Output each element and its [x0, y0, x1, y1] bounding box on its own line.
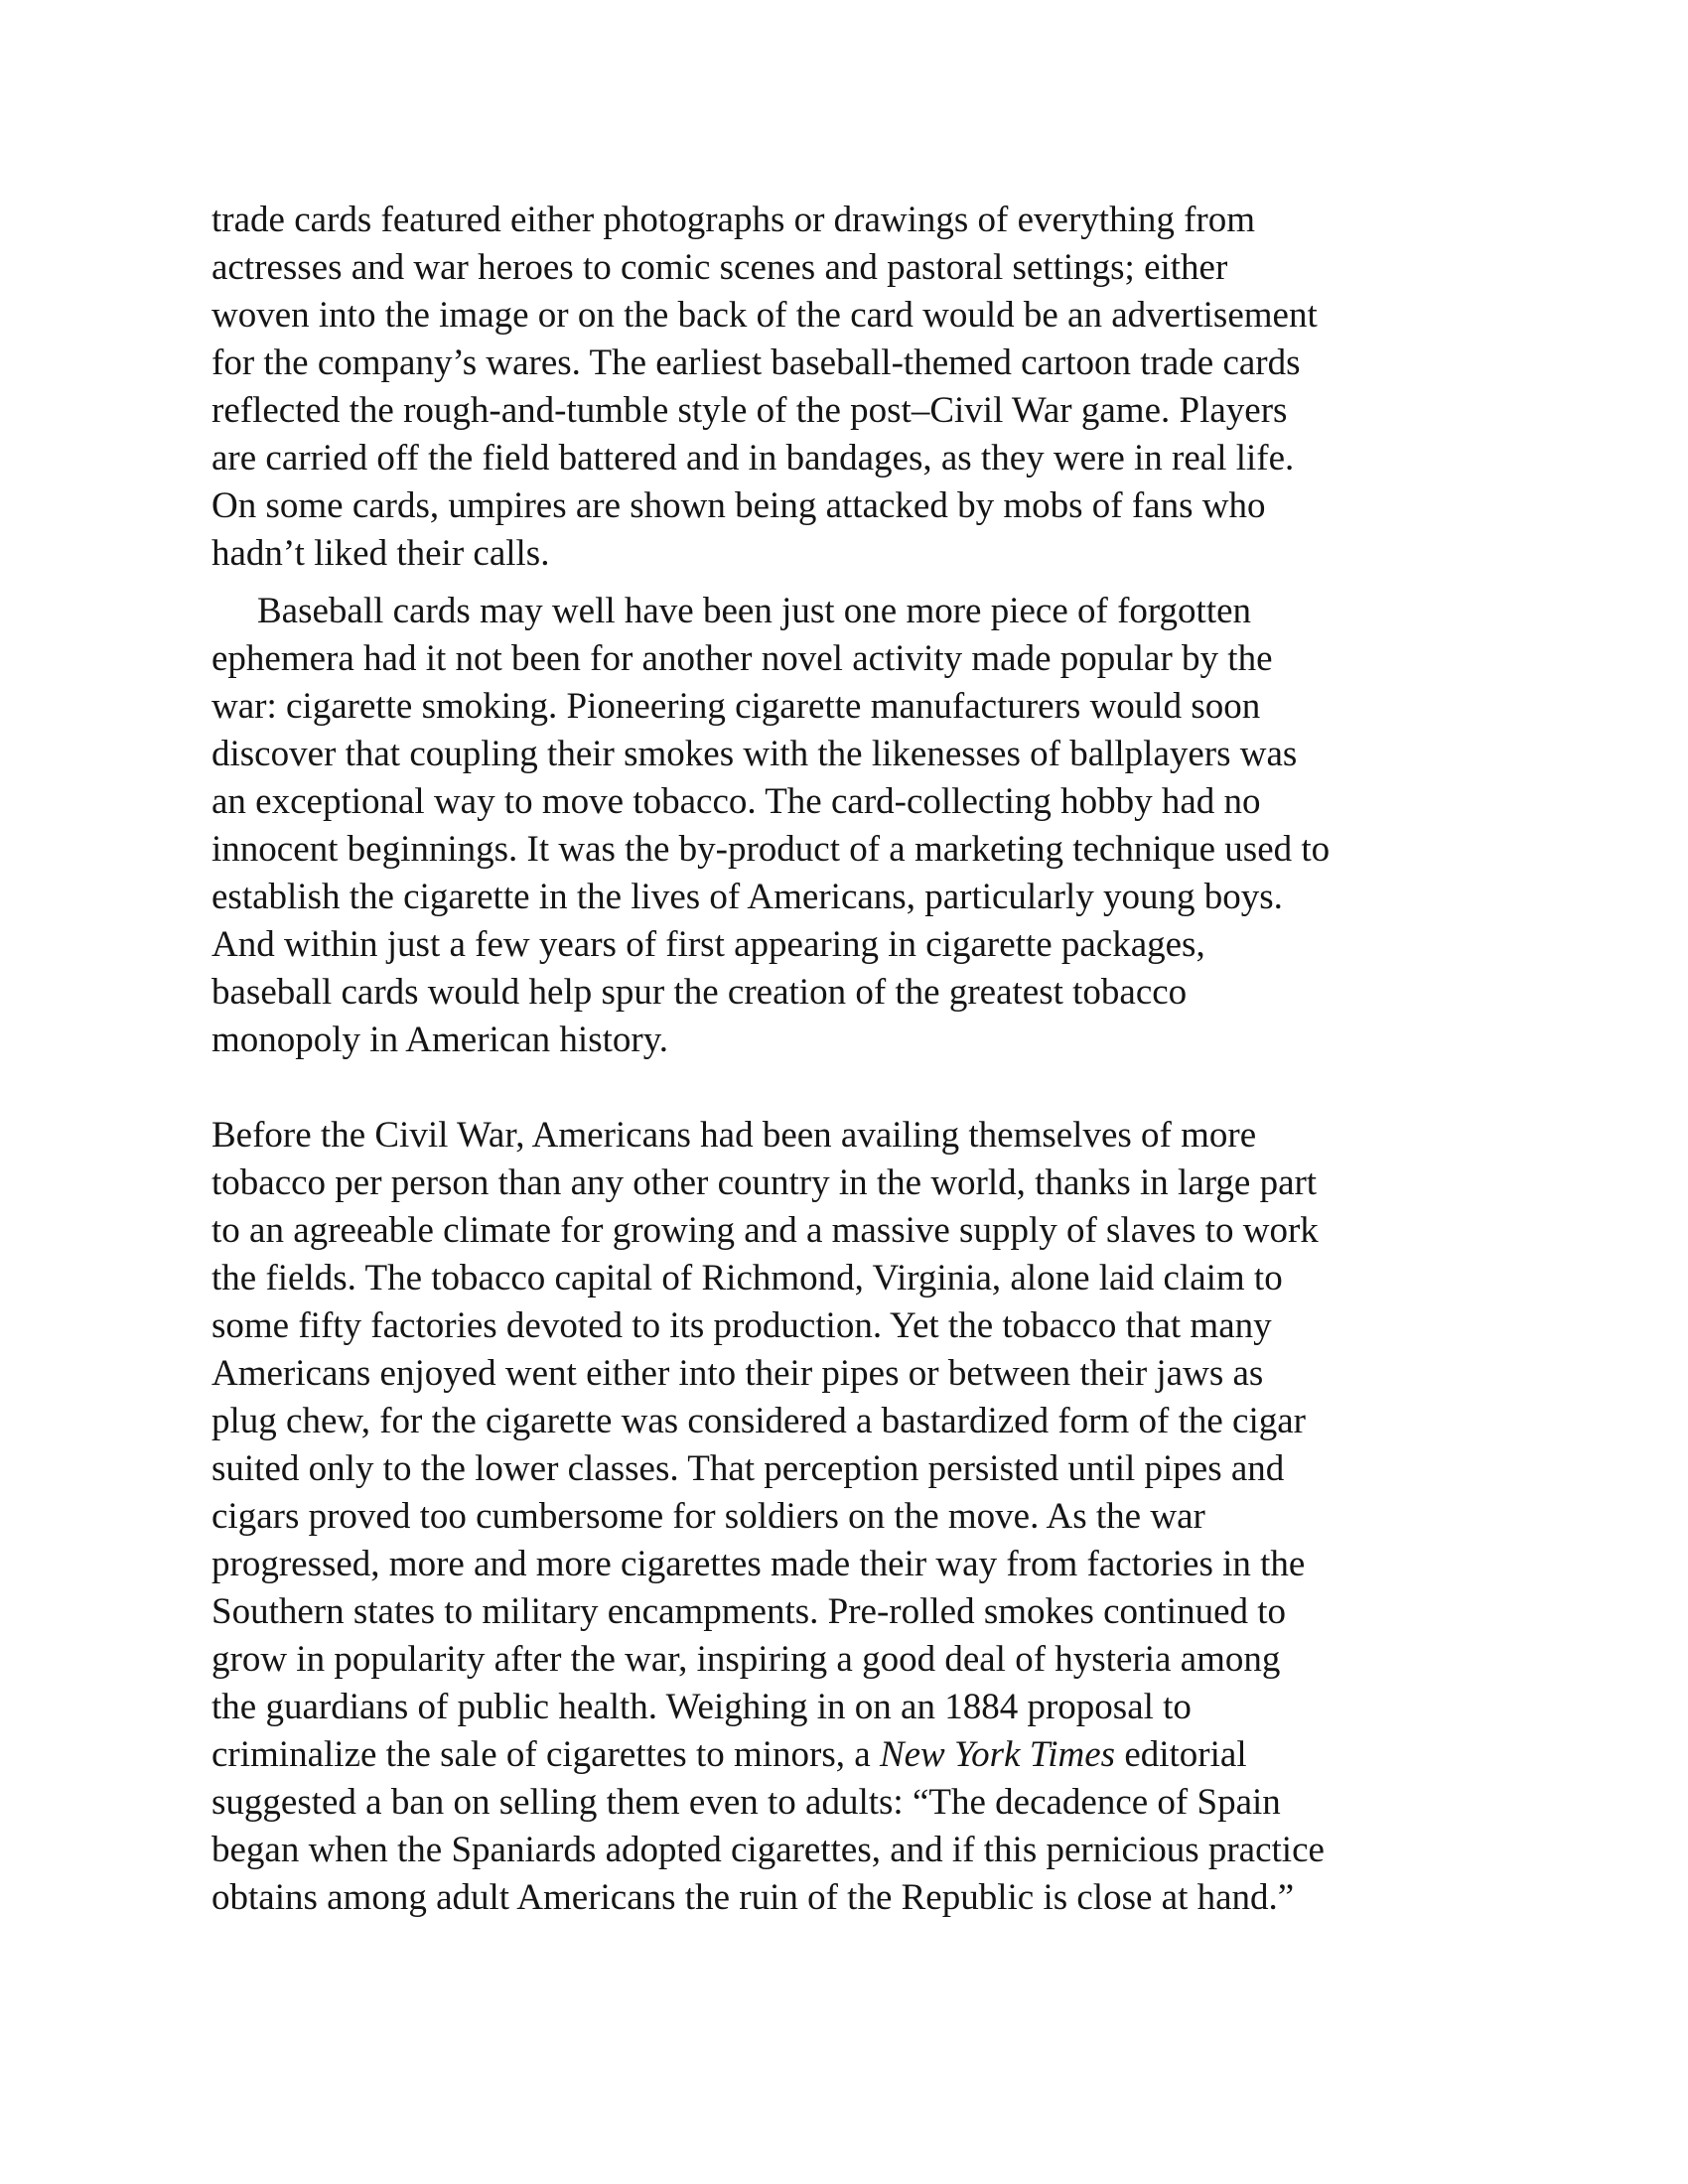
text-line: woven into the image or on the back of the card would be an advertisement: [211, 295, 1318, 336]
text-line: ephemera had it not been for another novel activity made popular by the: [211, 638, 1273, 679]
text-line: monopoly in American history.: [211, 1020, 669, 1060]
body-text: [211, 197, 1502, 1922]
text-line: began when the Spaniards adopted cigarettes, and if this pernicious practice: [211, 1830, 1325, 1870]
text-line: reflected the rough-and-tumble style of the post–Civil War game. Players: [211, 390, 1288, 431]
text-line: Americans enjoyed went either into their pipes or between their jaws as: [211, 1353, 1264, 1394]
text-line: Southern states to military encampments. Pre-rolled smokes continued to: [211, 1591, 1287, 1632]
text-line: obtains among adult Americans the ruin of the Republic is close at hand.”: [211, 1877, 1295, 1918]
text-line: suited only to the lower classes. That perception persisted until pipes and: [211, 1448, 1285, 1489]
text-line: plug chew, for the cigarette was considered a bastardized form of the cigar: [211, 1401, 1306, 1441]
text-line: cigars proved too cumbersome for soldiers on the move. As the war: [211, 1496, 1205, 1537]
text-line: some fifty factories devoted to its production. Yet the tobacco that many: [211, 1305, 1272, 1346]
paragraph-2: [211, 588, 1502, 1064]
italic-publication-title: New York Times: [879, 1734, 1116, 1775]
paragraph-1: [211, 197, 1502, 578]
text-line: On some cards, umpires are shown being attacked by mobs of fans who: [211, 485, 1266, 526]
text-line: And within just a few years of first appearing in cigarette packages,: [211, 924, 1205, 965]
text-line: to an agreeable climate for growing and a massive supply of slaves to work: [211, 1210, 1319, 1251]
text-line: baseball cards would help spur the creation of the greatest tobacco: [211, 972, 1188, 1013]
text-line: are carried off the field battered and in bandages, as they were in real life.: [211, 438, 1295, 478]
text-line: suggested a ban on selling them even to adults: “The decadence of Spain: [211, 1782, 1281, 1823]
text-line: an exceptional way to move tobacco. The card-collecting hobby had no: [211, 781, 1261, 822]
text-line: Before the Civil War, Americans had been availing themselves of more: [211, 1115, 1257, 1156]
text-line: the fields. The tobacco capital of Richmond, Virginia, alone laid claim to: [211, 1258, 1283, 1298]
text-line: trade cards featured either photographs or drawings of everything from: [211, 200, 1256, 240]
text-line-with-italic-title: [211, 1731, 1502, 1779]
text-line: actresses and war heroes to comic scenes and pastoral settings; either: [211, 247, 1228, 288]
paragraph-3: [211, 1112, 1502, 1922]
text-line: the guardians of public health. Weighing in on an 1884 proposal to: [211, 1687, 1192, 1727]
text-line: innocent beginnings. It was the by-product of a marketing technique used to: [211, 829, 1331, 870]
text-line: war: cigarette smoking. Pioneering cigarette manufacturers would soon: [211, 686, 1261, 727]
line-text-after: editorial: [1115, 1734, 1247, 1775]
text-line: tobacco per person than any other country in the world, thanks in large part: [211, 1162, 1318, 1203]
text-line: for the company’s wares. The earliest baseball-themed cartoon trade cards: [211, 342, 1301, 383]
text-line: establish the cigarette in the lives of Americans, particularly young boys.: [211, 877, 1283, 917]
text-line: Baseball cards may well have been just one more piece of forgotten: [257, 591, 1252, 631]
line-text-before: criminalize the sale of cigarettes to minors, a: [211, 1734, 880, 1775]
text-line: hadn’t liked their calls.: [211, 533, 550, 574]
text-line: progressed, more and more cigarettes made their way from factories in the: [211, 1544, 1306, 1584]
text-line: grow in popularity after the war, inspiring a good deal of hysteria among: [211, 1639, 1281, 1680]
text-line: discover that coupling their smokes with the likenesses of ballplayers was: [211, 734, 1298, 774]
